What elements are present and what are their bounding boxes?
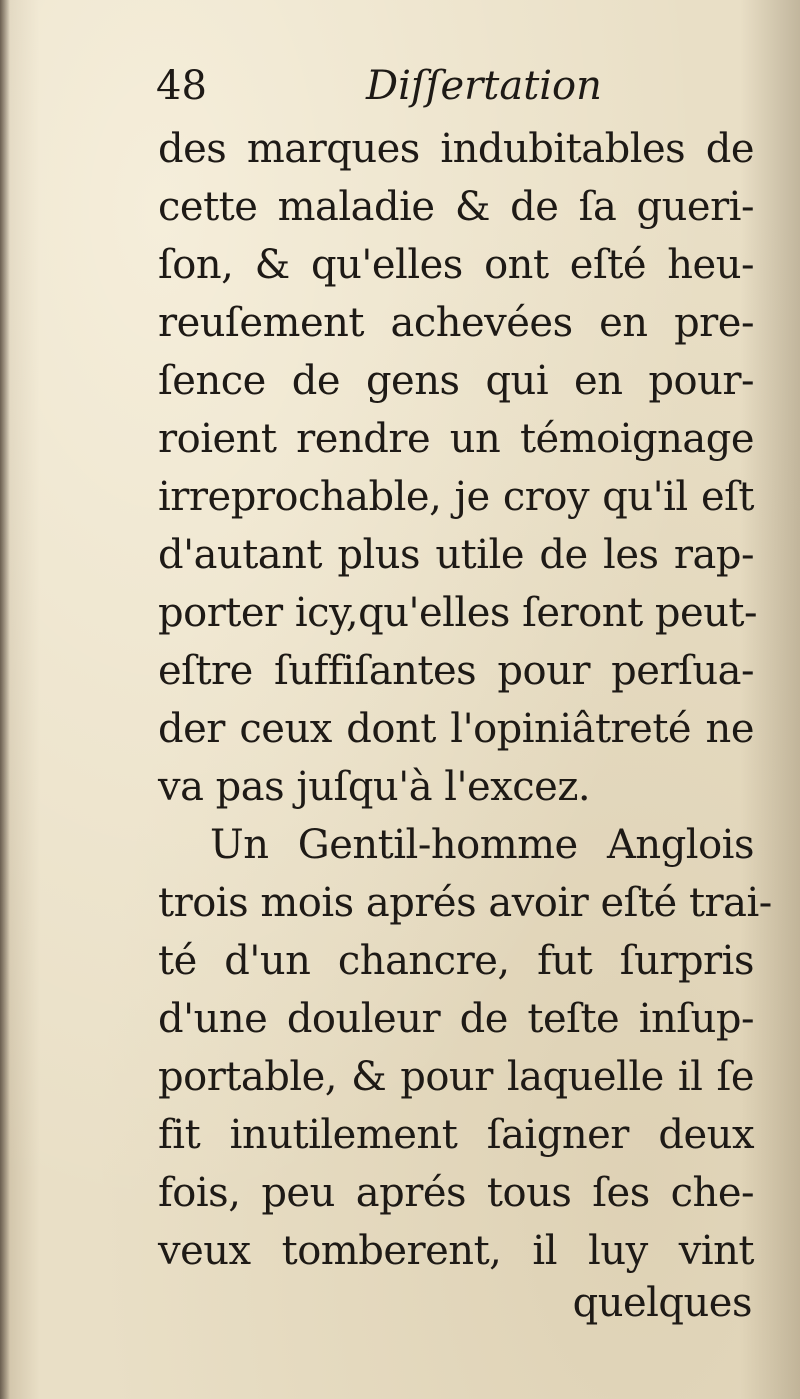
text-line: der ceux dont l'opiniâtreté ne <box>158 706 754 752</box>
text-line: ſence de gens qui en pour- <box>158 358 754 404</box>
text-line: d'autant plus utile de les rap- <box>158 532 754 578</box>
text-line: eſtre ſuffiſantes pour perſua- <box>158 648 754 694</box>
page-number: 48 <box>156 63 207 109</box>
page-header <box>156 56 756 116</box>
text-line: des marques indubitables de <box>158 126 754 172</box>
text-line: té d'un chancre, fut ſurpris <box>158 938 754 984</box>
paragraph-start-line: Un Gentil-homme Anglois <box>210 822 754 868</box>
text-line: trois mois aprés avoir eſté trai- <box>158 880 772 926</box>
text-line: irreprochable, je croy qu'il eſt <box>158 474 754 520</box>
catchword: quelques <box>572 1280 752 1326</box>
text-line: fit inutilement ſaigner deux <box>158 1112 754 1158</box>
page-gutter-shadow <box>0 0 10 1399</box>
text-line: roient rendre un témoignage <box>158 416 754 462</box>
body-text <box>158 120 772 1280</box>
running-head: Diſſertation <box>366 63 602 109</box>
text-line: veux tomberent, il luy vint <box>158 1228 754 1274</box>
text-line: d'une douleur de teſte inſup- <box>158 996 754 1042</box>
text-line: reuſement achevées en pre- <box>158 300 754 346</box>
text-line: cette maladie & de ſa gueri- <box>158 184 754 230</box>
text-line: fois, peu aprés tous ſes che- <box>158 1170 754 1216</box>
text-line: portable, & pour laquelle il ſe <box>158 1054 754 1100</box>
text-line: ſon, & qu'elles ont eſté heu- <box>158 242 754 288</box>
paragraph-end-line: va pas juſqu'à l'excez. <box>158 764 591 810</box>
text-line: porter icy,qu'elles ſeront peut- <box>158 590 757 636</box>
